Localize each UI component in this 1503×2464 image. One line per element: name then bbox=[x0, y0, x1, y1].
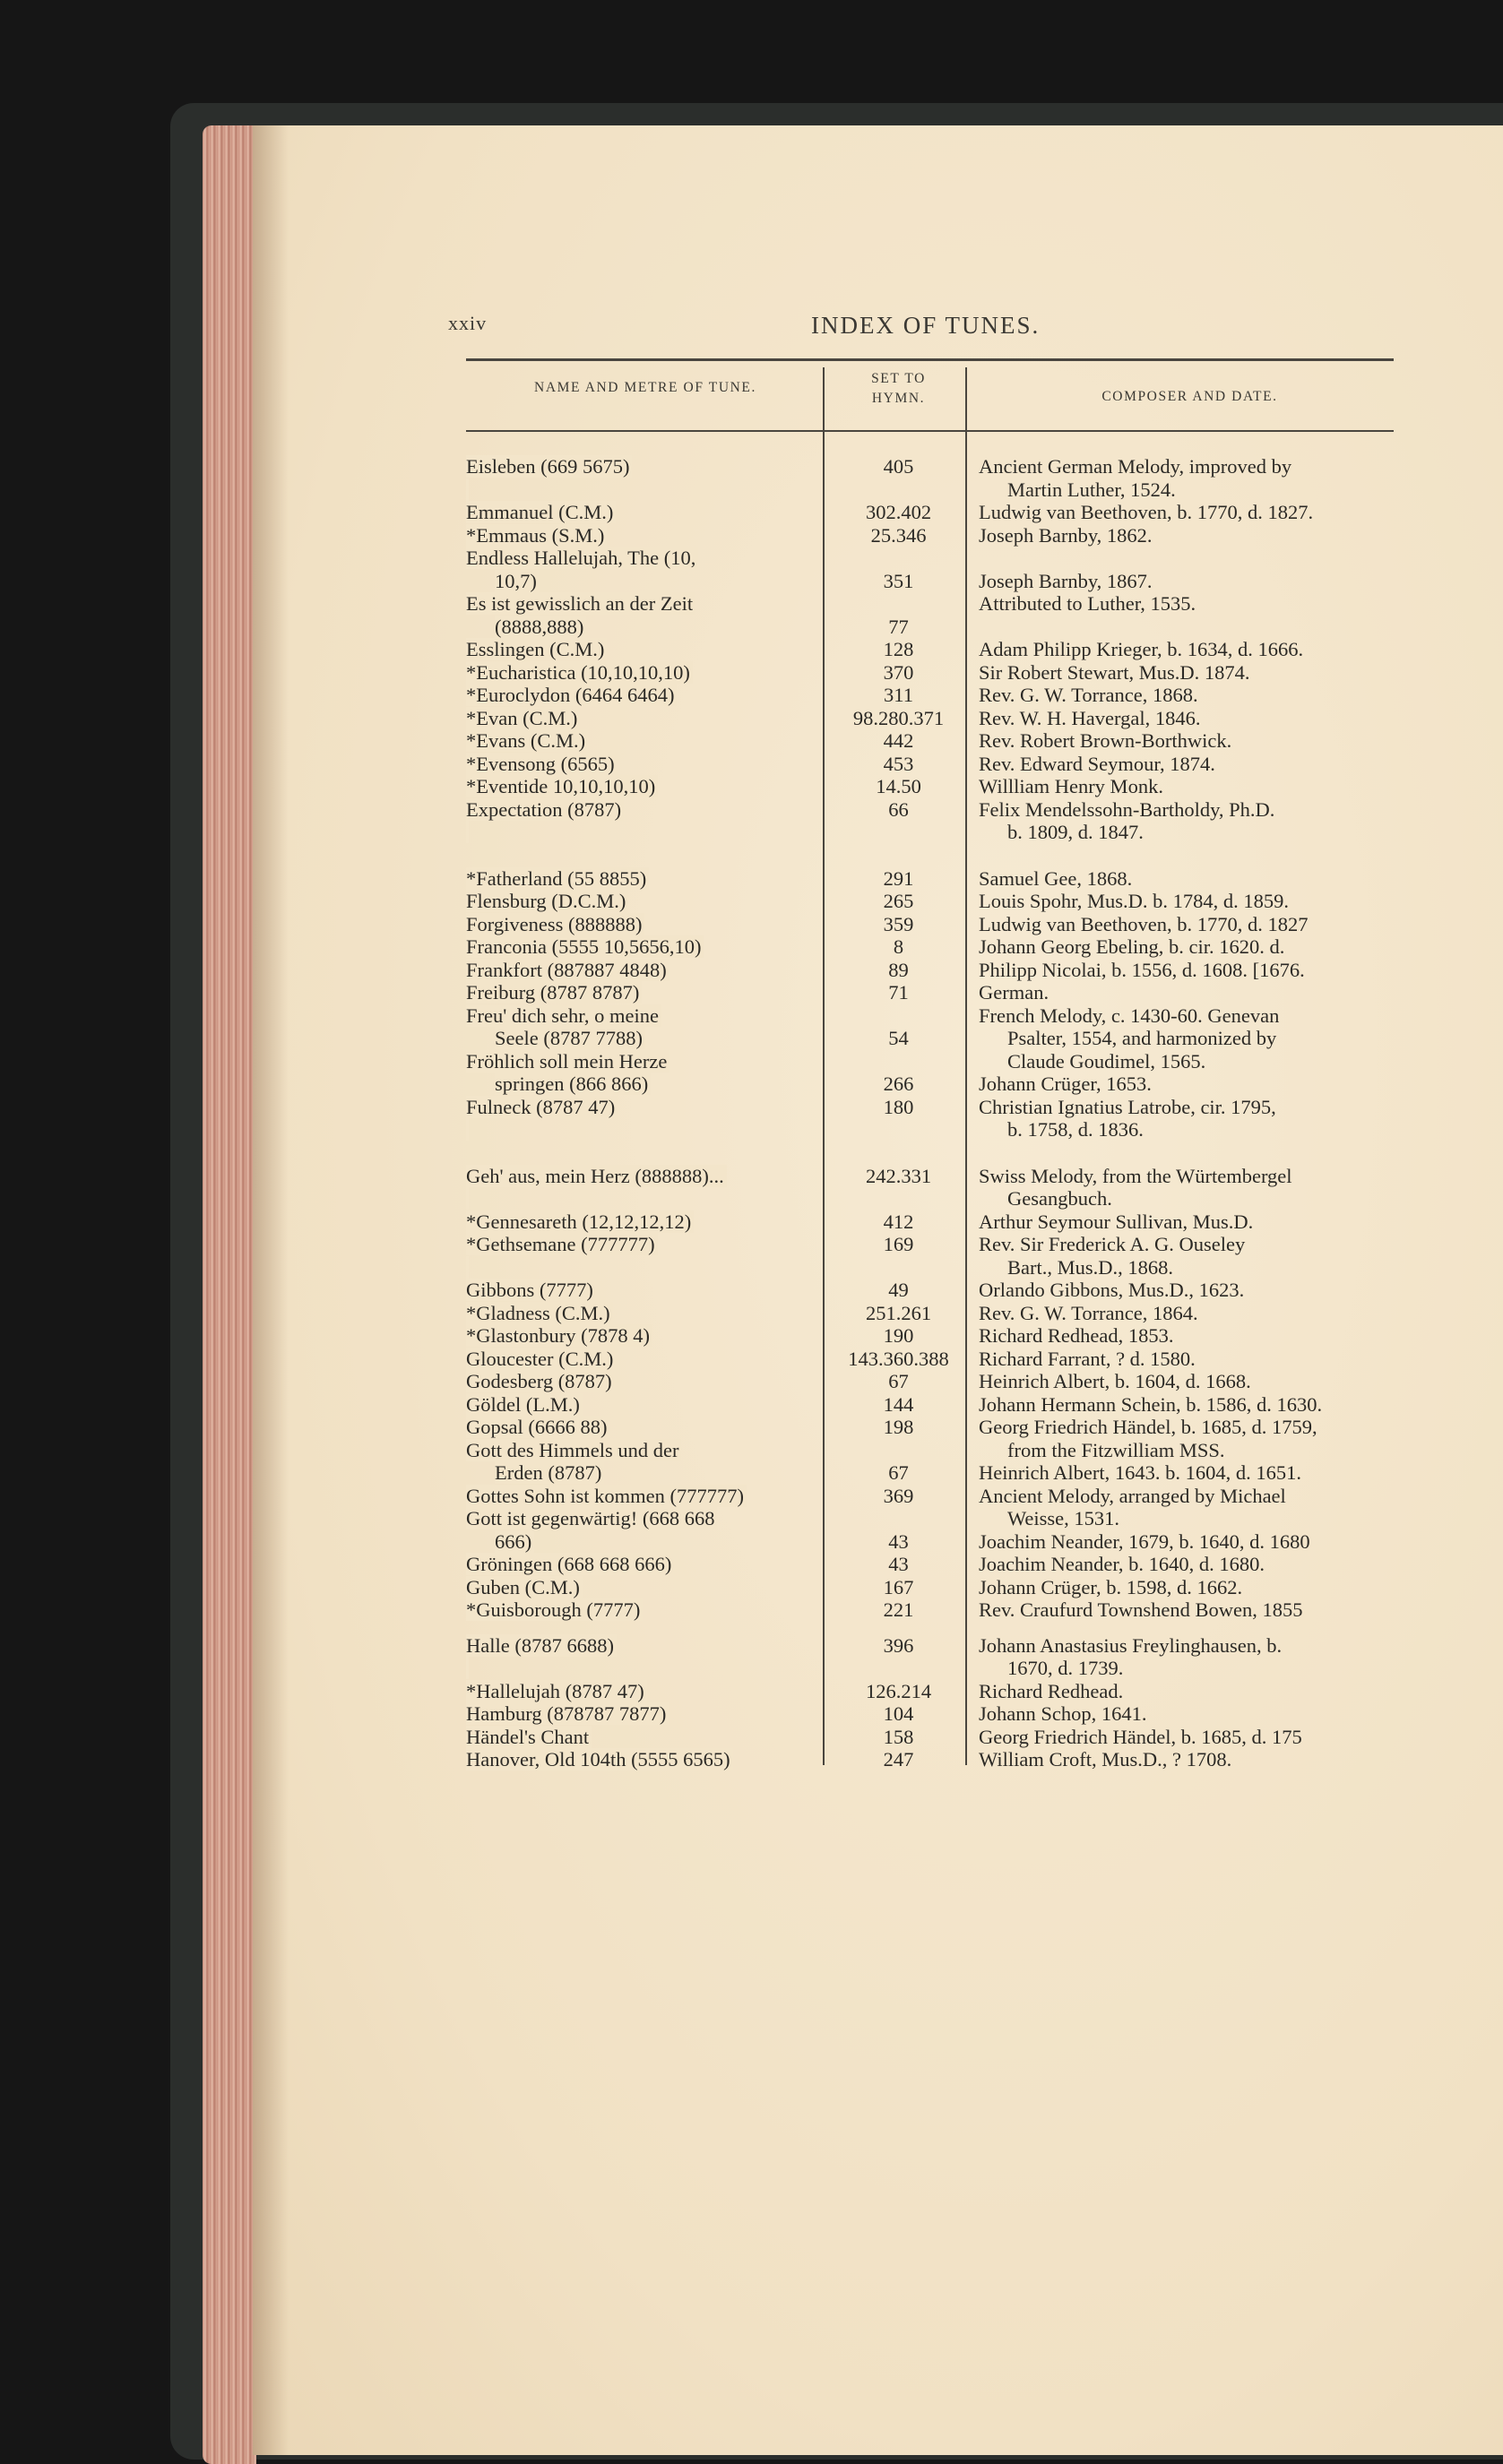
top-rule bbox=[466, 358, 1394, 361]
hymn-number: 71 bbox=[888, 981, 909, 1004]
tune-name-text: Godesberg (8787) bbox=[466, 1370, 615, 1392]
tune-name bbox=[466, 1657, 816, 1680]
composer-date: Johann Schop, 1641. bbox=[979, 1702, 1147, 1725]
tune-name-text: Hamburg (878787 7877) bbox=[466, 1702, 669, 1725]
tune-name-text: Seele (8787 7788) bbox=[495, 1027, 645, 1049]
tune-name-text: Fulneck (8787 47) bbox=[466, 1096, 618, 1118]
hymn-number: 169 bbox=[883, 1233, 914, 1255]
hymn-number: 8 bbox=[893, 935, 904, 958]
composer-date: Psalter, 1554, and harmonized by bbox=[1007, 1027, 1277, 1049]
tune-name bbox=[466, 1348, 816, 1371]
tune-name bbox=[466, 867, 816, 891]
column-header-composer bbox=[986, 387, 1394, 407]
composer-date: Claude Goudimel, 1565. bbox=[1007, 1049, 1206, 1073]
tune-name bbox=[466, 1598, 816, 1622]
tune-name bbox=[466, 729, 816, 753]
tune-name bbox=[466, 684, 816, 707]
page-number: xxiv bbox=[448, 312, 488, 334]
composer-date: Felix Mendelssohn-Bartholdy, Ph.D. bbox=[979, 797, 1275, 821]
tune-name-text: Göldel (L.M.) bbox=[466, 1393, 583, 1416]
tune-name bbox=[466, 753, 816, 776]
composer-date: Johann Georg Ebeling, b. cir. 1620. d. bbox=[979, 935, 1285, 958]
column-header-composer-text: COMPOSER AND DATE. bbox=[1101, 389, 1278, 404]
tune-name-text: Expectation (8787) bbox=[466, 798, 624, 821]
tune-name bbox=[466, 1233, 816, 1256]
composer-date: Georg Friedrich Händel, b. 1685, d. 1759, bbox=[979, 1416, 1317, 1438]
hymn-number: 67 bbox=[888, 1370, 909, 1392]
composer-date: b. 1758, d. 1836. bbox=[1007, 1118, 1144, 1141]
hymn-number: 104 bbox=[883, 1702, 914, 1725]
tune-name bbox=[466, 661, 816, 685]
composer-date: Rev. G. W. Torrance, 1864. bbox=[979, 1301, 1198, 1324]
composer-date: Rev. G. W. Torrance, 1868. bbox=[979, 684, 1198, 706]
tune-name bbox=[466, 1027, 844, 1050]
composer-date: French Melody, c. 1430-60. Genevan bbox=[979, 1004, 1280, 1027]
hymn-number: 370 bbox=[883, 660, 914, 684]
tune-name-text: Fröhlich soll mein Herze bbox=[466, 1050, 669, 1073]
tune-name bbox=[466, 1165, 816, 1188]
hymn-number: 412 bbox=[883, 1210, 914, 1233]
tune-name-text: Hanover, Old 104th (5555 6565) bbox=[466, 1748, 733, 1770]
composer-date: Martin Luther, 1524. bbox=[1007, 478, 1176, 501]
composer-date: Ancient German Melody, improved by bbox=[979, 455, 1292, 478]
tune-name bbox=[466, 1279, 816, 1302]
hymn-number: 247 bbox=[883, 1748, 914, 1770]
tune-name-text: *Eucharistica (10,10,10,10) bbox=[466, 661, 693, 684]
tune-name-text bbox=[466, 1118, 469, 1141]
composer-date: Richard Redhead. bbox=[979, 1679, 1124, 1702]
tune-name bbox=[466, 1050, 816, 1073]
tune-name-text: *Euroclydon (6464 6464) bbox=[466, 684, 677, 706]
column-header-name bbox=[466, 378, 825, 398]
hymn-number: 54 bbox=[888, 1027, 909, 1049]
composer-date: from the Fitzwilliam MSS. bbox=[1007, 1438, 1225, 1461]
tune-name-text bbox=[466, 1187, 469, 1210]
composer-date: Gesangbuch. bbox=[1007, 1187, 1112, 1210]
column-header-hymn bbox=[829, 369, 968, 409]
composer-date: Ludwig van Beethoven, b. 1770, d. 1827 bbox=[979, 912, 1309, 935]
composer-date: Rev. Sir Frederick A. G. Ouseley bbox=[979, 1233, 1246, 1255]
composer-date: Joachim Neander, b. 1640, d. 1680. bbox=[979, 1553, 1265, 1575]
composer-date: Rev. Edward Seymour, 1874. bbox=[979, 752, 1215, 775]
composer-date: Rev. Craufurd Townshend Bowen, 1855 bbox=[979, 1598, 1303, 1621]
composer-date: William Croft, Mus.D., ? 1708. bbox=[979, 1748, 1232, 1770]
tune-name-text: Gloucester (C.M.) bbox=[466, 1348, 616, 1370]
tune-name-text bbox=[466, 821, 469, 843]
hymn-number: 167 bbox=[883, 1575, 914, 1598]
composer-date: Joseph Barnby, 1862. bbox=[979, 523, 1153, 547]
tune-name-text: Freiburg (8787 8787) bbox=[466, 981, 642, 1004]
tune-name bbox=[466, 1393, 816, 1417]
tune-name bbox=[466, 1370, 816, 1393]
composer-date: Louis Spohr, Mus.D. b. 1784, d. 1859. bbox=[979, 890, 1289, 912]
tune-name bbox=[466, 1073, 844, 1096]
composer-date: Joseph Barnby, 1867. bbox=[979, 569, 1153, 592]
hymn-number: 49 bbox=[888, 1279, 909, 1301]
composer-date: Richard Farrant, ? d. 1580. bbox=[979, 1347, 1196, 1370]
tune-name-text: *Fatherland (55 8855) bbox=[466, 867, 649, 890]
tune-name-text: Es ist gewisslich an der Zeit bbox=[466, 592, 695, 615]
hymn-number: 369 bbox=[883, 1484, 914, 1507]
hymn-number: 143.360.388 bbox=[848, 1347, 949, 1370]
composer-date: Georg Friedrich Händel, b. 1685, d. 175 bbox=[979, 1725, 1302, 1748]
composer-date: Attributed to Luther, 1535. bbox=[979, 592, 1196, 615]
hymn-number: 25.346 bbox=[870, 523, 927, 547]
hymn-number: 453 bbox=[883, 752, 914, 775]
tune-name bbox=[466, 547, 816, 570]
composer-date: b. 1809, d. 1847. bbox=[1007, 821, 1144, 843]
composer-date: Johann Crüger, 1653. bbox=[979, 1073, 1152, 1095]
hymn-number: 405 bbox=[883, 455, 914, 478]
hymn-number: 180 bbox=[883, 1095, 914, 1118]
hymn-number: 311 bbox=[884, 684, 913, 706]
tune-name-text: Gopsal (6666 88) bbox=[466, 1416, 609, 1438]
hymn-number: 77 bbox=[888, 615, 909, 638]
hymn-number: 66 bbox=[888, 797, 909, 821]
tune-name bbox=[466, 570, 844, 593]
tune-name-text: Gröningen (668 668 666) bbox=[466, 1553, 674, 1575]
hymn-number: 291 bbox=[883, 866, 914, 890]
tune-name-text: (8888,888) bbox=[495, 616, 586, 638]
column-header-hymn-line2: HYMN. bbox=[871, 391, 926, 406]
column-header-hymn-line1: SET TO bbox=[871, 371, 926, 386]
tune-name bbox=[466, 592, 816, 616]
tune-name-text: Eisleben (669 5675) bbox=[466, 455, 632, 478]
composer-date: Heinrich Albert, 1643. b. 1604, d. 1651. bbox=[979, 1461, 1301, 1484]
hymn-number: 266 bbox=[883, 1073, 914, 1095]
tune-name-text: Emmanuel (C.M.) bbox=[466, 501, 616, 523]
composer-date: Joachim Neander, 1679, b. 1640, d. 1680 bbox=[979, 1529, 1310, 1553]
hymn-number: 89 bbox=[888, 958, 909, 981]
page-title: INDEX OF TUNES. bbox=[811, 312, 1041, 339]
tune-name-text: 10,7) bbox=[495, 570, 540, 592]
composer-date: Willliam Henry Monk. bbox=[979, 775, 1163, 797]
tune-name-text: *Gennesareth (12,12,12,12) bbox=[466, 1210, 694, 1233]
composer-date: Ancient Melody, arranged by Michael bbox=[979, 1484, 1286, 1507]
hymn-number: 198 bbox=[883, 1416, 914, 1438]
composer-date: Rev. Robert Brown-Borthwick. bbox=[979, 729, 1232, 752]
tune-name-text: Händel's Chant bbox=[466, 1726, 592, 1748]
tune-name-text: Guben (C.M.) bbox=[466, 1576, 583, 1598]
tune-name bbox=[466, 821, 816, 844]
hymn-number: 14.50 bbox=[876, 775, 921, 797]
hymn-number: 126.214 bbox=[865, 1679, 932, 1702]
tune-name-text bbox=[466, 478, 469, 501]
tune-name-text: Esslingen (C.M.) bbox=[466, 638, 607, 660]
hymn-number: 359 bbox=[883, 912, 914, 935]
tune-name-text bbox=[466, 1256, 469, 1279]
tune-name bbox=[466, 707, 816, 730]
tune-name-text: Endless Hallelujah, The (10, bbox=[466, 547, 698, 569]
tune-name bbox=[466, 1439, 816, 1462]
tune-name bbox=[466, 1096, 816, 1119]
tune-name-text bbox=[466, 1657, 469, 1679]
tune-name-text: Gott des Himmels und der bbox=[466, 1439, 681, 1461]
tune-name-text: Flensburg (D.C.M.) bbox=[466, 890, 628, 912]
composer-date: Johann Anastasius Freylinghausen, b. bbox=[979, 1633, 1283, 1657]
tune-name-text: springen (866 866) bbox=[495, 1073, 651, 1095]
tune-name bbox=[466, 501, 816, 524]
tune-name bbox=[466, 1416, 816, 1439]
header-rule bbox=[466, 430, 1394, 432]
tune-name bbox=[466, 1118, 816, 1142]
hymn-number: 128 bbox=[883, 638, 914, 660]
tune-name bbox=[466, 890, 816, 913]
composer-date: Weisse, 1531. bbox=[1007, 1507, 1120, 1529]
tune-name-text: *Evans (C.M.) bbox=[466, 729, 588, 752]
composer-date: Johann Hermann Schein, b. 1586, d. 1630. bbox=[979, 1392, 1323, 1416]
tune-name bbox=[466, 913, 816, 936]
tune-name-text: Gibbons (7777) bbox=[466, 1279, 596, 1301]
tune-name bbox=[466, 1187, 816, 1210]
page-edges bbox=[203, 125, 256, 2464]
hymn-number: 242.331 bbox=[865, 1164, 932, 1187]
composer-date: Sir Robert Stewart, Mus.D. 1874. bbox=[979, 660, 1250, 684]
hymn-number: 67 bbox=[888, 1461, 909, 1484]
tune-name-text: *Hallelujah (8787 47) bbox=[466, 1680, 647, 1702]
composer-date: Richard Redhead, 1853. bbox=[979, 1324, 1174, 1347]
tune-name-text: Frankfort (887887 4848) bbox=[466, 959, 669, 981]
tune-name bbox=[466, 959, 816, 982]
composer-date: Heinrich Albert, b. 1604, d. 1668. bbox=[979, 1370, 1251, 1392]
tune-name-text: *Emmaus (S.M.) bbox=[466, 524, 607, 547]
composer-date: German. bbox=[979, 981, 1050, 1004]
tune-name bbox=[466, 1302, 816, 1325]
gutter-shadow bbox=[253, 125, 289, 2455]
tune-name-text: *Evensong (6565) bbox=[466, 753, 618, 775]
tune-name bbox=[466, 478, 816, 502]
hymn-number: 221 bbox=[883, 1598, 914, 1621]
tune-name-text: Freu' dich sehr, o meine bbox=[466, 1004, 661, 1027]
tune-name bbox=[466, 1324, 816, 1348]
tune-name bbox=[466, 1680, 816, 1703]
tune-name-text: *Evan (C.M.) bbox=[466, 707, 580, 729]
composer-date: Christian Ignatius Latrobe, cir. 1795, bbox=[979, 1095, 1276, 1118]
tune-name bbox=[466, 1702, 816, 1726]
composer-date: Swiss Melody, from the Würtembergel bbox=[979, 1164, 1292, 1187]
tune-name bbox=[466, 1634, 816, 1658]
tune-name bbox=[466, 455, 816, 478]
composer-date: Bart., Mus.D., 1868. bbox=[1007, 1255, 1173, 1279]
composer-date: 1670, d. 1739. bbox=[1007, 1657, 1124, 1679]
hymn-number: 442 bbox=[883, 729, 914, 752]
composer-date: Rev. W. H. Havergal, 1846. bbox=[979, 706, 1201, 729]
hymn-number: 43 bbox=[888, 1553, 909, 1575]
composer-date: Johann Crüger, b. 1598, d. 1662. bbox=[979, 1575, 1243, 1598]
tune-name bbox=[466, 1004, 816, 1028]
tune-name-text: Geh' aus, mein Herz (888888)... bbox=[466, 1165, 727, 1187]
tune-name bbox=[466, 798, 816, 822]
composer-date: Arthur Seymour Sullivan, Mus.D. bbox=[979, 1210, 1254, 1233]
tune-name-text: *Glastonbury (7878 4) bbox=[466, 1324, 652, 1347]
composer-date: Samuel Gee, 1868. bbox=[979, 866, 1133, 890]
tune-name-text: Forgiveness (888888) bbox=[466, 913, 644, 935]
hymn-number: 190 bbox=[883, 1324, 914, 1347]
hymn-number: 351 bbox=[883, 569, 914, 592]
tune-name-text: Franconia (5555 10,5656,10) bbox=[466, 935, 704, 958]
hymn-number: 396 bbox=[883, 1633, 914, 1657]
hymn-number: 302.402 bbox=[865, 501, 932, 523]
tune-name bbox=[466, 775, 816, 798]
hymn-number: 43 bbox=[888, 1529, 909, 1553]
composer-date: Philipp Nicolai, b. 1556, d. 1608. [1676. bbox=[979, 958, 1305, 981]
tune-name bbox=[466, 935, 816, 959]
hymn-number: 265 bbox=[883, 890, 914, 912]
tune-name-text: *Gladness (C.M.) bbox=[466, 1302, 613, 1324]
tune-name-text: 666) bbox=[495, 1530, 534, 1553]
tune-name bbox=[466, 1210, 816, 1234]
tune-name bbox=[466, 638, 816, 661]
tune-name bbox=[466, 1256, 816, 1279]
tune-name-text: Gott ist gegenwärtig! (668 668 bbox=[466, 1507, 717, 1529]
hymn-number: 144 bbox=[883, 1392, 914, 1416]
tune-name bbox=[466, 616, 844, 639]
tune-name bbox=[466, 1576, 816, 1599]
tune-name bbox=[466, 1553, 816, 1576]
tune-name-text: Erden (8787) bbox=[495, 1461, 604, 1484]
composer-date: Orlando Gibbons, Mus.D., 1623. bbox=[979, 1279, 1245, 1301]
tune-name bbox=[466, 524, 816, 547]
column-header-name-text: NAME AND METRE OF TUNE. bbox=[534, 380, 756, 395]
tune-name bbox=[466, 1726, 816, 1749]
tune-name-text: Gottes Sohn ist kommen (777777) bbox=[466, 1485, 747, 1507]
tune-name-text: *Eventide 10,10,10,10) bbox=[466, 775, 658, 797]
hymn-number: 98.280.371 bbox=[852, 706, 945, 729]
tune-name bbox=[466, 1530, 844, 1554]
tune-name bbox=[466, 981, 816, 1004]
tune-name-text: *Gethsemane (777777) bbox=[466, 1233, 658, 1255]
tune-name-text: *Guisborough (7777) bbox=[466, 1598, 643, 1621]
hymn-number: 158 bbox=[883, 1725, 914, 1748]
tune-name bbox=[466, 1461, 844, 1485]
composer-date: Ludwig van Beethoven, b. 1770, d. 1827. bbox=[979, 501, 1314, 523]
tune-name-text: Halle (8787 6688) bbox=[466, 1634, 617, 1657]
tune-name bbox=[466, 1748, 816, 1771]
composer-date: Adam Philipp Krieger, b. 1634, d. 1666. bbox=[979, 638, 1304, 660]
tune-name bbox=[466, 1507, 816, 1530]
hymn-number: 251.261 bbox=[865, 1301, 932, 1324]
tune-name bbox=[466, 1485, 816, 1508]
